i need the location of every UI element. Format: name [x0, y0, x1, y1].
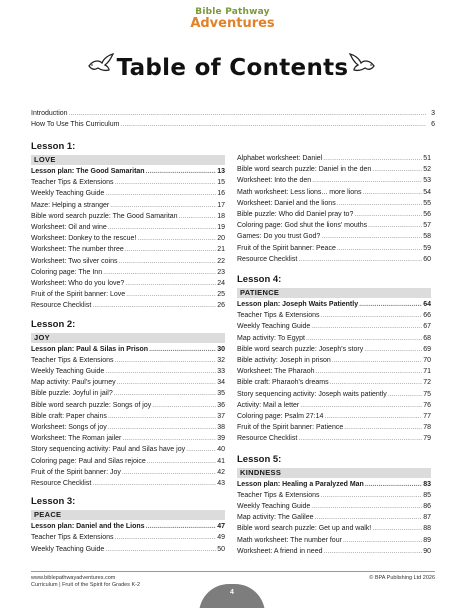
toc-row-label: Coloring page: Psalm 27:14 [237, 413, 324, 421]
toc-row-label: Weekly Teaching Guide [31, 545, 105, 553]
toc-row-label: Story sequencing activity: Joseph waits patiently [237, 390, 387, 398]
toc-row-page: 69 [423, 345, 431, 353]
toc-row[interactable] [31, 422, 225, 433]
dot-leader [146, 166, 216, 177]
toc-row-label: Bible word search puzzle: Songs of joy [31, 401, 152, 409]
dot-leader [120, 119, 426, 130]
toc-row-page: 64 [423, 301, 431, 309]
toc-row[interactable] [237, 400, 431, 411]
page-title: Table of Contents [116, 55, 349, 81]
toc-row[interactable] [31, 256, 225, 267]
footer-copyright: © BPA Publishing Ltd 2026 [369, 575, 435, 581]
toc-row-page: 78 [423, 424, 431, 432]
dot-leader [92, 478, 216, 489]
toc-row[interactable] [237, 501, 431, 512]
toc-row-label: Worksheet: Daniel and the lions [237, 199, 336, 207]
toc-row-label: Maze: Helping a stranger [31, 201, 110, 209]
toc-row-label: Fruit of the Spirit banner: Joy [31, 468, 121, 476]
toc-row[interactable] [31, 200, 225, 211]
toc-row[interactable] [31, 433, 225, 444]
toc-row-label: Map activity: To Egypt [237, 334, 305, 342]
toc-row-label: Worksheet: The Pharaoh [237, 368, 315, 376]
toc-row-page: 47 [217, 523, 225, 531]
toc-row-label: Bible puzzle: Who did Daniel pray to? [237, 211, 354, 219]
toc-row-label: Worksheet: A friend in need [237, 547, 323, 555]
dot-leader [108, 411, 216, 422]
lesson-heading: Lesson 5: [237, 453, 282, 465]
toc-row-page: 50 [217, 545, 225, 553]
toc-row[interactable] [237, 198, 431, 209]
toc-row-label: Bible word search puzzle: Daniel in the den [237, 166, 372, 174]
toc-row-label: Story sequencing activity: Paul and Silas have joy [31, 446, 186, 454]
dot-leader [337, 198, 422, 209]
toc-row-page: 22 [217, 257, 225, 265]
dot-leader [300, 400, 422, 411]
toc-row-label: Coloring page: The Inn [31, 268, 103, 276]
dot-leader [108, 222, 216, 233]
dot-leader [321, 231, 422, 242]
toc-row[interactable] [237, 254, 431, 265]
toc-row-label: Worksheet: Two silver coins [31, 257, 118, 265]
toc-row-page: 88 [423, 525, 431, 533]
toc-row[interactable] [237, 377, 431, 388]
toc-row-label: Fruit of the Spirit banner: Love [31, 291, 126, 299]
toc-row-label: Weekly Teaching Guide [237, 323, 311, 331]
footer-left [31, 575, 140, 589]
toc-row-page: 59 [423, 244, 431, 252]
toc-row-label: Resource Checklist [31, 480, 92, 488]
toc-row[interactable] [31, 108, 435, 119]
dot-leader [388, 389, 422, 400]
toc-row-page: 87 [423, 514, 431, 522]
dot-leader [344, 422, 422, 433]
lesson-heading: Lesson 3: [31, 496, 76, 508]
toc-row-label: Bible activity: Joseph in prison [237, 357, 331, 365]
toc-row[interactable] [237, 175, 431, 186]
toc-row-page: 13 [217, 168, 225, 175]
dot-leader [110, 200, 216, 211]
toc-row-label: Lesson plan: Daniel and the Lions [31, 523, 145, 531]
toc-row-page: 49 [217, 534, 225, 542]
toc-row-page: 76 [423, 401, 431, 409]
toc-row[interactable] [237, 164, 431, 175]
toc-row[interactable] [237, 433, 431, 444]
toc-right-column [237, 153, 431, 565]
toc-row-label: Math worksheet: Less lions... more lions [237, 188, 362, 196]
toc-row-label: Coloring page: Paul and Silas rejoice [31, 457, 146, 465]
brand-line-1: Bible Pathway [195, 7, 270, 17]
toc-row[interactable] [31, 544, 225, 555]
toc-row-label: Weekly Teaching Guide [31, 190, 105, 198]
toc-row[interactable] [237, 411, 431, 422]
toc-row[interactable] [237, 344, 431, 355]
toc-row-page: 24 [217, 280, 225, 288]
toc-row-page: 20 [217, 235, 225, 243]
toc-row-page: 71 [423, 368, 431, 376]
toc-row-label: Teacher Tips & Extensions [237, 491, 320, 499]
toc-row[interactable] [31, 289, 225, 300]
toc-row-page: 32 [217, 356, 225, 364]
page-number: 4 [230, 589, 234, 596]
dot-leader [372, 523, 422, 534]
footer-website[interactable]: www.biblepathwayadventures.com [31, 575, 116, 581]
toc-row-page: 85 [423, 491, 431, 499]
dot-leader [363, 187, 423, 198]
toc-row[interactable] [31, 411, 225, 422]
toc-row-label: Worksheet: Who do you love? [31, 280, 125, 288]
lesson-heading: Lesson 4: [237, 274, 282, 286]
toc-row-label: Teacher Tips & Extensions [31, 534, 114, 542]
toc-row-page: 90 [423, 547, 431, 555]
dot-leader [337, 243, 422, 254]
dot-leader [343, 535, 422, 546]
lesson-section [31, 495, 225, 555]
toc-row-page: 57 [423, 222, 431, 230]
toc-row[interactable] [237, 422, 431, 433]
toc-row[interactable] [31, 267, 225, 278]
dot-leader [179, 211, 216, 222]
toc-row-page: 66 [423, 312, 431, 320]
toc-row-page: 55 [423, 199, 431, 207]
toc-row[interactable] [31, 119, 435, 130]
toc-row-label: Worksheet: Into the den [237, 177, 312, 185]
toc-row-label: Introduction [31, 110, 68, 117]
dot-leader [316, 366, 422, 377]
dot-leader [306, 333, 422, 344]
toc-row-label: Worksheet: Songs of joy [31, 424, 107, 432]
toc-row[interactable] [237, 187, 431, 198]
toc-row-page: 15 [217, 179, 225, 187]
toc-row[interactable] [237, 366, 431, 377]
fruit-heading: KINDNESS [237, 468, 431, 478]
toc-row-page: 34 [217, 379, 225, 387]
dot-leader [115, 355, 217, 366]
toc-row-label: Worksheet: The Roman jailer [31, 435, 122, 443]
intro-section [31, 108, 435, 130]
dot-leader [147, 456, 216, 467]
toc-row[interactable] [31, 177, 225, 188]
toc-row[interactable] [237, 479, 431, 490]
dot-leader [125, 278, 216, 289]
toc-row-page: 25 [217, 291, 225, 299]
toc-row[interactable] [31, 377, 225, 388]
toc-row-page: 51 [423, 155, 431, 162]
dot-leader [69, 108, 426, 119]
toc-row-page: 54 [423, 188, 431, 196]
toc-row-label: Resource Checklist [31, 302, 92, 310]
dot-leader [324, 411, 422, 422]
toc-row-label: Bible craft: Pharaoh's dreams [237, 379, 329, 387]
toc-row-label: Teacher Tips & Extensions [31, 356, 114, 364]
lesson-section [237, 453, 431, 557]
toc-row-page: 16 [217, 190, 225, 198]
toc-row[interactable] [237, 231, 431, 242]
toc-row-page: 6 [431, 121, 435, 129]
toc-row-page: 19 [217, 224, 225, 232]
toc-row-label: Worksheet: The number three [31, 246, 124, 254]
toc-row-label: Bible word search puzzle: Get up and walk! [237, 525, 372, 533]
dot-leader [146, 521, 216, 532]
toc-row[interactable] [237, 512, 431, 523]
toc-row[interactable] [31, 166, 225, 177]
footer-curriculum: Curriculum | Fruit of the Spirit for Grades K-2 [31, 582, 141, 588]
toc-row[interactable] [237, 389, 431, 400]
toc-row-label: Map activity: Paul's journey [31, 379, 116, 387]
brand-line-2: Adventures [190, 16, 275, 31]
toc-row[interactable] [237, 310, 431, 321]
dot-leader [105, 366, 216, 377]
dot-leader [311, 321, 422, 332]
toc-row[interactable] [237, 490, 431, 501]
toc-row[interactable] [31, 388, 225, 399]
toc-row-label: Bible puzzle: Joyful in jail? [31, 390, 113, 398]
toc-row-page: 23 [217, 268, 225, 276]
dot-leader [315, 512, 422, 523]
dot-leader [298, 254, 422, 265]
toc-row[interactable] [237, 299, 431, 310]
lesson-heading: Lesson 1: [31, 141, 76, 152]
dot-leader [122, 467, 216, 478]
fruit-heading: JOY [31, 333, 225, 343]
toc-row[interactable] [31, 344, 225, 355]
dot-leader [311, 501, 422, 512]
toc-row[interactable] [237, 523, 431, 534]
toc-row[interactable] [31, 532, 225, 543]
toc-row-label: Bible craft: Paper chains [31, 412, 107, 420]
toc-row-page: 58 [423, 233, 431, 241]
toc-row-label: Worksheet: Donkey to the rescue! [31, 235, 137, 243]
toc-row-label: Lesson plan: The Good Samaritan [31, 168, 145, 175]
dot-leader [122, 433, 216, 444]
toc-row-page: 43 [217, 480, 225, 488]
toc-row-label: Alphabet worksheet: Daniel [237, 155, 323, 162]
brand-logo [0, 7, 465, 31]
toc-row-page: 89 [423, 536, 431, 544]
dot-leader [126, 289, 216, 300]
toc-row[interactable] [237, 220, 431, 231]
toc-row[interactable] [31, 444, 225, 455]
dot-leader [364, 344, 422, 355]
dot-leader [372, 164, 422, 175]
dot-leader [117, 377, 216, 388]
toc-row-label: Math worksheet: The number four [237, 536, 342, 544]
toc-row[interactable] [237, 153, 431, 164]
toc-row-page: 52 [423, 166, 431, 174]
toc-row[interactable] [31, 188, 225, 199]
dot-leader [359, 299, 422, 310]
toc-row-page: 68 [423, 334, 431, 342]
toc-row[interactable] [31, 278, 225, 289]
toc-row-page: 37 [217, 412, 225, 420]
toc-row-page: 75 [423, 390, 431, 398]
dot-leader [125, 244, 216, 255]
toc-row-label: Lesson plan: Healing a Paralyzed Man [237, 480, 364, 488]
lesson-heading: Lesson 2: [31, 318, 76, 330]
dot-leader [103, 267, 216, 278]
dot-leader [321, 310, 423, 321]
dot-leader [186, 444, 216, 455]
toc-row[interactable] [31, 211, 225, 222]
toc-row[interactable] [31, 244, 225, 255]
dot-leader [312, 175, 422, 186]
toc-row-label: Lesson plan: Paul & Silas in Prison [31, 345, 149, 353]
toc-row[interactable] [31, 400, 225, 411]
toc-row[interactable] [237, 535, 431, 546]
dot-leader [108, 422, 216, 433]
page-number-tab [199, 584, 265, 608]
toc-row[interactable] [237, 546, 431, 557]
toc-left-column [31, 140, 225, 561]
toc-row[interactable] [31, 467, 225, 478]
dot-leader [149, 344, 216, 355]
dot-leader [152, 400, 216, 411]
toc-row-label: Bible word search puzzle: The Good Samaritan [31, 212, 178, 220]
toc-row-page: 17 [217, 201, 225, 209]
toc-row-label: Weekly Teaching Guide [237, 503, 311, 511]
lesson-section [237, 273, 431, 445]
toc-row-label: Resource Checklist [237, 435, 298, 443]
dot-leader [365, 479, 422, 490]
toc-row-page: 67 [423, 323, 431, 331]
toc-row[interactable] [31, 233, 225, 244]
toc-row-label: Fruit of the Spirit banner: Patience [237, 424, 344, 432]
dot-leader [368, 220, 422, 231]
lesson-section [31, 318, 225, 490]
toc-row-page: 60 [423, 255, 431, 263]
dot-leader [114, 388, 216, 399]
toc-row-page: 18 [217, 212, 225, 220]
toc-row-label: Bible word search puzzle: Joseph's story [237, 345, 364, 353]
toc-row-label: Worksheet: Oil and wine [31, 224, 107, 232]
toc-row[interactable] [237, 355, 431, 366]
toc-row-page: 86 [423, 503, 431, 511]
toc-row[interactable] [31, 478, 225, 489]
toc-row-page: 33 [217, 368, 225, 376]
toc-row-label: Teacher Tips & Extensions [237, 312, 320, 320]
toc-row[interactable] [237, 333, 431, 344]
toc-row[interactable] [237, 243, 431, 254]
dot-leader [323, 546, 422, 557]
toc-row[interactable] [237, 321, 431, 332]
dot-leader [330, 377, 422, 388]
toc-row-label: Coloring page: God shut the lions' mouths [237, 222, 368, 230]
toc-row-page: 79 [423, 435, 431, 443]
dot-leader [92, 300, 216, 311]
toc-row-page: 26 [217, 302, 225, 310]
toc-row-page: 72 [423, 379, 431, 387]
toc-row[interactable] [31, 366, 225, 377]
dot-leader [115, 532, 217, 543]
toc-row[interactable] [31, 300, 225, 311]
toc-row-label: How To Use This Curriculum [31, 121, 120, 129]
toc-row[interactable] [31, 355, 225, 366]
toc-row-page: 30 [217, 345, 225, 353]
toc-row-label: Activity: Mail a letter [237, 401, 300, 409]
dot-leader [119, 256, 217, 267]
toc-row-page: 53 [423, 177, 431, 185]
dot-leader [137, 233, 216, 244]
toc-row-page: 21 [217, 246, 225, 254]
toc-row-label: Fruit of the Spirit banner: Peace [237, 244, 336, 252]
toc-row-label: Lesson plan: Joseph Waits Patiently [237, 301, 359, 309]
dot-leader [321, 490, 423, 501]
toc-row-page: 40 [217, 446, 225, 454]
toc-row-page: 35 [217, 390, 225, 398]
fruit-heading: PEACE [31, 510, 225, 520]
toc-row-page: 3 [431, 110, 435, 117]
toc-row-page: 56 [423, 211, 431, 219]
toc-row-page: 77 [423, 413, 431, 421]
dot-leader [298, 433, 422, 444]
toc-row[interactable] [31, 521, 225, 532]
toc-row-page: 83 [423, 480, 431, 488]
dot-leader [332, 355, 422, 366]
toc-row-page: 42 [217, 468, 225, 476]
lesson-section [31, 140, 225, 312]
fruit-heading: LOVE [31, 155, 225, 165]
toc-row-page: 36 [217, 401, 225, 409]
toc-row-page: 38 [217, 424, 225, 432]
toc-row-page: 39 [217, 435, 225, 443]
toc-row-label: Resource Checklist [237, 255, 298, 263]
dot-leader [354, 209, 422, 220]
toc-row-label: Games: Do you trust God? [237, 233, 321, 241]
toc-row-page: 41 [217, 457, 225, 465]
toc-row[interactable] [237, 209, 431, 220]
toc-row[interactable] [31, 222, 225, 233]
footer-divider [31, 571, 435, 572]
toc-row[interactable] [31, 456, 225, 467]
lesson-3-continued [237, 153, 431, 265]
dot-leader [105, 544, 216, 555]
toc-row-label: Weekly Teaching Guide [31, 368, 105, 376]
toc-row-label: Map activity: The Galilee [237, 514, 314, 522]
fruit-heading: PATIENCE [237, 288, 431, 298]
dot-leader [105, 188, 216, 199]
dot-leader [115, 177, 217, 188]
dot-leader [323, 153, 422, 164]
toc-row-page: 70 [423, 357, 431, 365]
toc-row-label: Teacher Tips & Extensions [31, 179, 114, 187]
